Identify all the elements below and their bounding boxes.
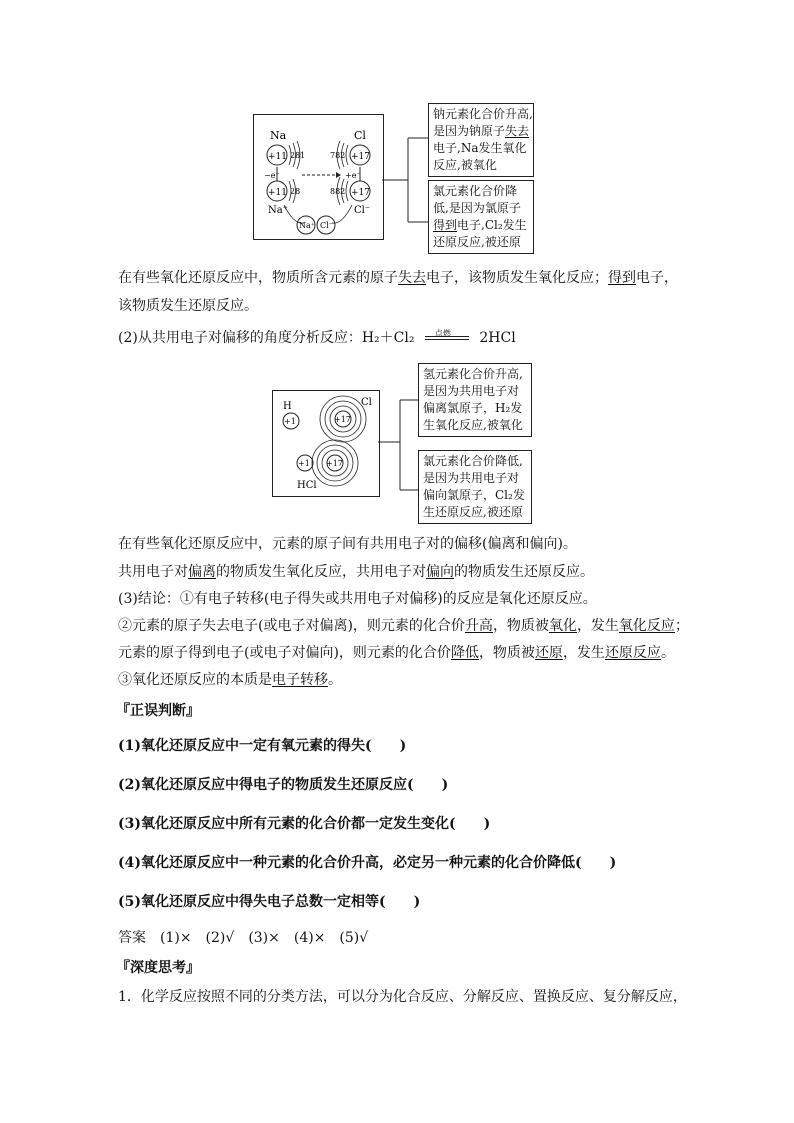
think-question-1: 1．化学反应按照不同的分类方法，可以分为化合反应、分解反应、置换反应、复分解反应， (118, 989, 687, 1005)
hcl-shared-pair-figure (273, 391, 379, 496)
cl-ion-shells: 882 (330, 187, 346, 196)
hcl-label: HCl (297, 480, 317, 491)
para3-line4: ②元素的原子失去电子(或电子对偏离)，则元素的化合价升高，物质被氧化，发生氧化反应； (118, 618, 689, 634)
cl-label-2: Cl (361, 397, 372, 408)
hcl-cl-nucleus: +17 (326, 459, 343, 468)
cl-reduction-note: 氯元素化合价降 低,是因为氯原子 得到电子,Cl₂发生 还原反应,被还原 (428, 180, 534, 254)
para1-line1: 在有些氧化还原反应中，物质所含元素的原子失去电子，该物质发生氧化反应；得到电子， (118, 270, 678, 286)
judge-item-3: (3)氧化还原反应中所有元素的化合价都一定发生变化( ) (118, 816, 491, 832)
cl-label: Cl (354, 129, 366, 142)
plus-electron-label: +e⁻ (345, 171, 361, 180)
h-nucleus: +1 (284, 417, 296, 426)
diagram2-connector (378, 396, 418, 496)
judge-item-5: (5)氧化还原反应中得失电子总数一定相等( ) (118, 894, 421, 910)
reaction-condition: 点燃 (434, 329, 451, 338)
na-nucleus: +11 (268, 152, 287, 162)
para1-line2: 该物质发生还原反应。 (118, 298, 258, 314)
para3-line1: 在有些氧化还原反应中，元素的原子间有共用电子对的偏移(偏离和偏向)。 (118, 536, 577, 552)
para3-line2: 共用电子对偏离的物质发生氧化反应，共用电子对偏向的物质发生还原反应。 (118, 564, 594, 580)
na-ion-shells: 28 (290, 187, 301, 196)
na-oxidation-note: 钠元素化合价升高, 是因为钠原子失去 电子,Na发生氧化 反应,被氧化 (428, 103, 534, 177)
minus-electron-label: −e⁻ (264, 171, 280, 180)
nacl-diagram (253, 114, 384, 240)
hcl-h-nucleus: +1 (298, 459, 310, 468)
cl-nucleus-2: +17 (334, 415, 351, 424)
cl-shells: 782 (330, 151, 346, 160)
judge-item-1: (1)氧化还原反应中一定有氧元素的得失( ) (118, 738, 407, 754)
judge-item-2: (2)氧化还原反应中得电子的物质发生还原反应( ) (118, 777, 449, 793)
h-oxidation-note: 氢元素化合价升高, 是因为共用电子对 偏离氯原子，H₂发 生氧化反应,被氧化 (418, 363, 532, 437)
na-ion-nucleus: +11 (268, 188, 287, 198)
cl-reduction-note-2: 氯元素化合价降低, 是因为共用电子对 偏向氯原子，Cl₂发 生还原反应,被还原 (418, 450, 532, 524)
na-shells: 281 (290, 151, 306, 160)
judge-item-4: (4)氧化还原反应中一种元素的化合价升高，必定另一种元素的化合价降低( ) (118, 855, 617, 871)
cl-ion-ball: Cl⁻ (320, 221, 333, 230)
h-label: H (283, 401, 292, 412)
judge-answer: 答案 (1)× (2)√ (3)× (4)× (5)√ (118, 930, 369, 946)
na-ion-label: Na⁺ (268, 205, 288, 216)
para3-line6: ③氧化还原反应的本质是电子转移。 (118, 672, 342, 688)
think-section-title: 『 深度思考 』 (116, 957, 200, 977)
para3-line5: 元素的原子得到电子(或电子对偏向)，则元素的化合价降低，物质被还原，发生还原反应。 (118, 645, 675, 661)
cl-nucleus: +17 (351, 152, 370, 162)
equation-line: (2)从共用电子对偏移的角度分析反应：H₂＋Cl₂ 点燃 2HCl (118, 328, 516, 348)
hcl-diagram (272, 390, 380, 497)
na-label: Na (270, 129, 287, 142)
diagram1-connector (382, 118, 428, 236)
cl-ion-nucleus: +17 (351, 188, 370, 198)
nacl-electron-transfer-figure (254, 115, 383, 239)
na-ion-ball: Na⁺ (299, 221, 315, 230)
judge-section-title: 『 正误判断 』 (116, 700, 200, 720)
para3-line3: (3)结论：①有电子转移(电子得失或共用电子对偏移)的反应是氧化还原反应。 (118, 591, 597, 607)
cl-ion-label: Cl⁻ (354, 205, 371, 216)
